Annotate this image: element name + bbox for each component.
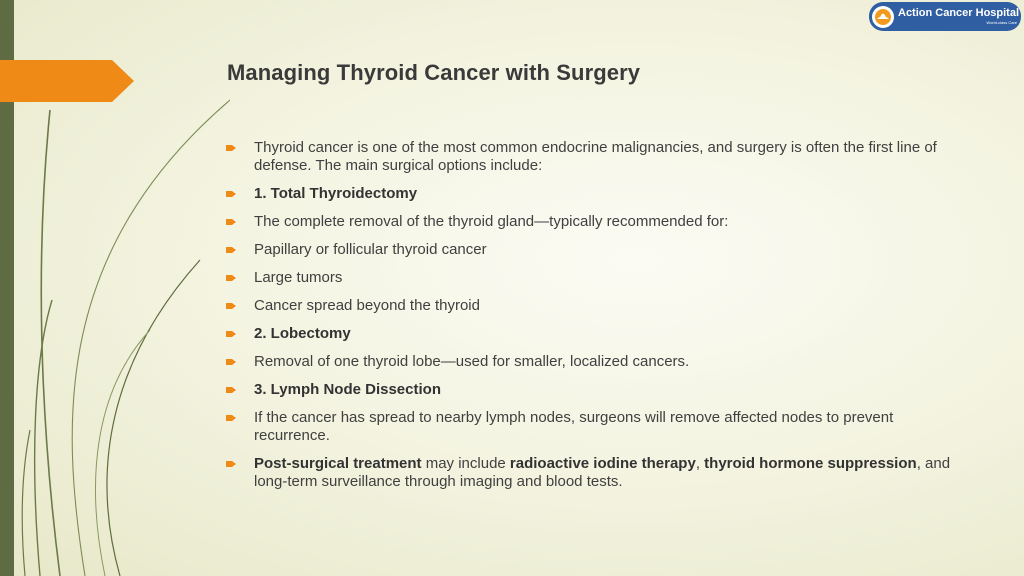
item-text: Papillary or follicular thyroid cancer xyxy=(254,241,487,258)
item-text: Large tumors xyxy=(254,269,343,286)
arrow-bullet-icon xyxy=(226,329,236,339)
arrow-bullet-icon xyxy=(226,357,236,367)
list-item xyxy=(226,185,966,203)
list-item xyxy=(226,409,966,445)
list-item xyxy=(226,241,966,259)
arrow-bullet-icon xyxy=(226,413,236,423)
arrow-bullet-icon xyxy=(226,385,236,395)
slide-title: Managing Thyroid Cancer with Surgery xyxy=(227,60,641,85)
item-text: Cancer spread beyond the thyroid xyxy=(254,297,480,314)
arrow-bullet-icon xyxy=(226,245,236,255)
item-text: The complete removal of the thyroid gland—typically recommended for: xyxy=(254,213,729,230)
list-item xyxy=(226,381,966,399)
orange-arrow-tab xyxy=(0,60,134,102)
hospital-logo xyxy=(869,2,1021,31)
bold-text: Post-surgical treatment xyxy=(254,455,422,472)
bold-text: thyroid hormone suppression xyxy=(704,455,917,472)
list-item xyxy=(226,269,966,287)
bullet-list xyxy=(226,139,966,501)
list-item xyxy=(226,455,966,491)
arrow-bullet-icon xyxy=(226,273,236,283)
bold-text: radioactive iodine therapy xyxy=(509,455,696,472)
item-text: Removal of one thyroid lobe—used for smaller, localized cancers. xyxy=(254,353,690,370)
list-item xyxy=(226,297,966,315)
sun-logo-icon xyxy=(872,6,894,28)
item-text: , and long-term surveillance through imaging and blood tests. xyxy=(254,455,951,490)
arrow-bullet-icon xyxy=(226,217,236,227)
list-item xyxy=(226,325,966,343)
bold-text: 3. Lymph Node Dissection xyxy=(254,381,441,398)
item-text: Thyroid cancer is one of the most common endocrine malignancies, and surgery is often the first line of defense. The main surgical options include: xyxy=(254,139,937,174)
logo-name: Action Cancer Hospital xyxy=(898,7,1020,19)
bold-text: 2. Lobectomy xyxy=(254,325,351,342)
list-item xyxy=(226,213,966,231)
arrow-bullet-icon xyxy=(226,459,236,469)
item-text: If the cancer has spread to nearby lymph nodes, surgeons will remove affected nodes to prevent recurrence. xyxy=(254,409,894,444)
list-item xyxy=(226,139,966,175)
bold-text: 1. Total Thyroidectomy xyxy=(254,185,418,202)
arrow-bullet-icon xyxy=(226,189,236,199)
arrow-bullet-icon xyxy=(226,301,236,311)
arrow-bullet-icon xyxy=(226,143,236,153)
list-item xyxy=(226,353,966,371)
logo-tagline: World-class Care xyxy=(986,20,1018,25)
item-text: may include xyxy=(421,455,510,472)
item-text: , xyxy=(695,455,705,472)
